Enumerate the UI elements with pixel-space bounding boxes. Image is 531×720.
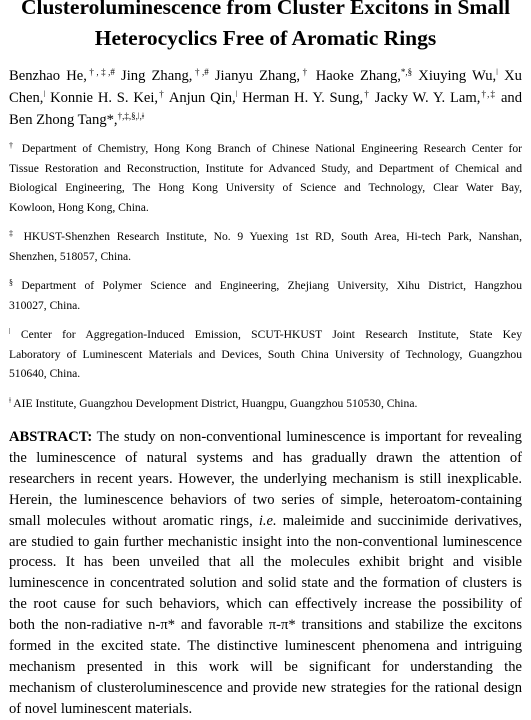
author-line-2: Chen,$^ǀ$ Konnie H. S. Kei,† Anjun Qin,$^ǀ$ Herman H. Y. Sung,† Jacky W. Y. Lam,†,‡ and bbox=[9, 89, 523, 106]
affiliation-mark: ‡ bbox=[9, 229, 17, 238]
affiliation-aie: $^ǂ$ AIE Institute, Guangzhou Development District, Huangpu, Guangzhou 510530, China. bbox=[9, 395, 418, 410]
affiliation-bar: $^ǀ$ Center for Aggregation-Induced Emission, SCUT-HKUST Joint Research Institute, State Key Laboratory of Luminescent Materials and Devices, South China University of Technology, Guangzhou 510640, China. bbox=[9, 327, 522, 380]
abstract-heading: ABSTRACT: bbox=[9, 429, 93, 445]
title-line-1: Clusteroluminescence from Cluster Excitons in Small bbox=[20, 0, 511, 19]
affiliation-mark: § bbox=[9, 278, 13, 287]
affiliation-ddagger: ‡ HKUST-Shenzhen Research Institute, No. 9 Yuexing 1st RD, South Area, Hi-tech Park, Nanshan, Shenzhen, 518057, China. bbox=[9, 229, 522, 263]
affiliation-mark: ǀ bbox=[9, 327, 11, 336]
author-list bbox=[9, 65, 522, 131]
paper-title bbox=[9, 0, 522, 54]
affiliation-section: § Department of Polymer Science and Engineering, Zhejiang University, Xihu District, Hangzhou 310027, China. bbox=[9, 278, 523, 312]
title-line-2: Heterocyclics Free of Aromatic Rings bbox=[94, 26, 437, 50]
abstract: ABSTRACT: The study on non-conventional luminescence is important for revealing the luminescence of natural systems and has gradually drawn the attention of researchers in recent years. However, the underlying mechanism is still inexplicable. Herein, the luminescence behaviors of two series of simple, heteroatom-containing small molecules without aromatic rings, i.e. maleimide and succinimide derivatives, are studied to gain further mechanistic insight into the non-conventional luminescence process. It has been unveiled that all the molecules exhibit bright and visible luminescence in concentrated solution and solid state and the formation of clusters is the root cause for such behaviors, which can effectively increase the possibility of both the non-radiative n-π* and favorable π-π* transitions and stabilize the excitons formed in the excited state. The distinctive luminescent phenomena and intriguing mechanism presented in this work will be significant for understanding the mechanism of clusteroluminescence and provide new strategies for the rational design of novel luminescent materials. bbox=[9, 429, 523, 717]
affiliation-mark: ǂ bbox=[9, 395, 11, 405]
affiliation-dagger: † Department of Chemistry, Hong Kong Branch of Chinese National Engineering Research Center for Tissue Restoration and Reconstruction, Institute for Advanced Study, and Department of Chemical and Biological Engineering, The Hong Kong University of Science and Technology, Clear Water Bay, Kowloon, Hong Kong, China. bbox=[9, 141, 523, 214]
author-line-1: Benzhao He,†,‡,# Jing Zhang,†,# Jianyu Zhang,† Haoke Zhang,*,§ Xiuying Wu,$^ǀ$ Xu bbox=[9, 67, 522, 84]
abstract-line-italic: small molecules without aromatic rings, i.e. maleimide and succinimide derivatives, bbox=[9, 512, 523, 529]
author-line-3: Ben Zhong Tang*,$^{\dagger,\ddagger,\S,ǀ,ǂ}$ bbox=[9, 111, 145, 128]
affiliation-mark: † bbox=[9, 141, 16, 150]
affiliations bbox=[9, 139, 522, 413]
